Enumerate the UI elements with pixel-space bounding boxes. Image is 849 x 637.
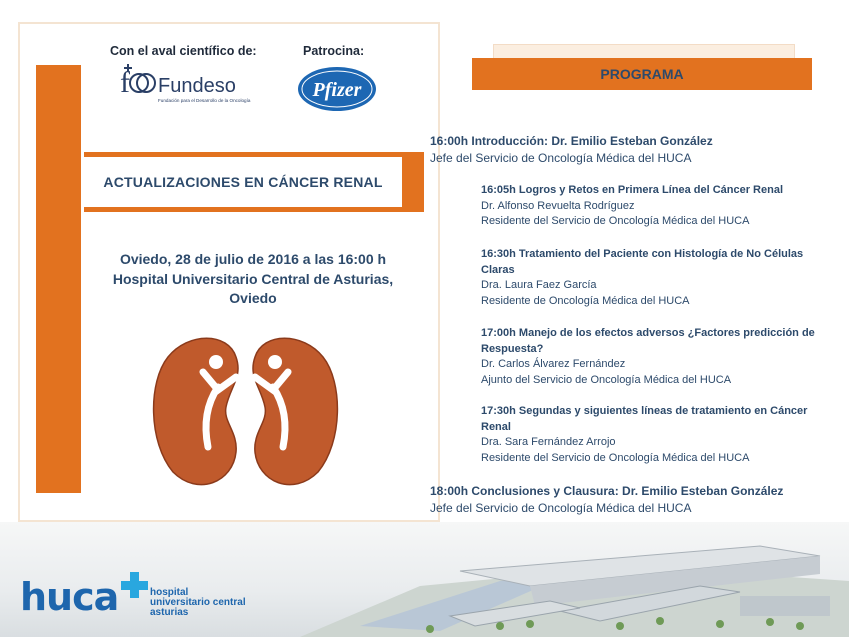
aval-label: Con el aval científico de: bbox=[110, 44, 257, 58]
talk-4-title-1: 17:30h Segundas y siguientes líneas de tratamiento en Cáncer bbox=[481, 405, 808, 417]
talk-1 bbox=[481, 183, 821, 230]
program-header bbox=[472, 58, 812, 90]
talk-2-speaker: Dra. Laura Faez García bbox=[481, 279, 597, 291]
huca-logo-word: huca bbox=[20, 575, 119, 619]
program-closing bbox=[430, 483, 830, 517]
talk-1-title: 16:05h Logros y Retos en Primera Línea del Cáncer Renal bbox=[481, 184, 783, 196]
kidneys-illustration bbox=[148, 332, 343, 492]
event-date: Oviedo, 28 de julio de 2016 a las 16:00 h bbox=[119, 251, 387, 267]
talk-4-title-2: Renal bbox=[481, 420, 511, 433]
talk-4-speaker: Dra. Sara Fernández Arrojo bbox=[481, 436, 616, 448]
closing-title: 18:00h Conclusiones y Clausura: Dr. Emilio Esteban González bbox=[430, 484, 784, 498]
fundeso-symbol-icon bbox=[120, 64, 155, 99]
talk-4 bbox=[481, 404, 821, 466]
closing-role: Jefe del Servicio de Oncología Médica del HUCA bbox=[430, 501, 692, 515]
program-intro bbox=[430, 133, 830, 167]
talk-2-title-2: Claras bbox=[481, 263, 515, 276]
talk-3-speaker: Dr. Carlos Álvarez Fernández bbox=[481, 358, 626, 370]
talk-3-role: Ajunto del Servicio de Oncología Médica del HUCA bbox=[481, 373, 732, 386]
title-box bbox=[84, 157, 402, 207]
talk-2-role: Residente de Oncología Médica del HUCA bbox=[481, 294, 690, 307]
talk-3 bbox=[481, 326, 821, 388]
event-city: Oviedo bbox=[229, 290, 277, 306]
talk-2 bbox=[481, 247, 821, 309]
left-orange-bar bbox=[36, 65, 81, 493]
event-info bbox=[98, 250, 408, 309]
hospital-building-image bbox=[300, 526, 849, 637]
huca-line-1: hospital bbox=[150, 587, 189, 598]
svg-text:f: f bbox=[120, 66, 130, 99]
event-venue: Hospital Universitario Central de Asturias, bbox=[112, 270, 394, 287]
event-title: ACTUALIZACIONES EN CÁNCER RENAL bbox=[103, 174, 383, 190]
talk-1-speaker: Dr. Alfonso Revuelta Rodríguez bbox=[481, 199, 635, 212]
fundeso-tagline: Fundación para el Desarrollo de la Oncología bbox=[158, 98, 251, 103]
talk-2-title-1: 16:30h Tratamiento del Paciente con Histología de No Células bbox=[481, 248, 804, 260]
intro-title: 16:00h Introducción: Dr. Emilio Esteban González bbox=[430, 134, 713, 148]
talk-1-role: Residente del Servicio de Oncología Médica del HUCA bbox=[481, 215, 750, 227]
fundeso-name: Fundeso bbox=[158, 75, 236, 97]
huca-plus-icon bbox=[118, 570, 152, 600]
program-header-text: PROGRAMA bbox=[600, 66, 684, 82]
huca-logo-text bbox=[150, 588, 246, 618]
talk-3-title-1: 17:00h Manejo de los efectos adversos ¿Factores predicción de bbox=[481, 327, 815, 339]
talk-3-title-2: Respuesta? bbox=[481, 342, 544, 355]
patrocina-label: Patrocina: bbox=[303, 44, 365, 58]
intro-role: Jefe del Servicio de Oncología Médica del HUCA bbox=[430, 151, 692, 165]
pfizer-logo bbox=[296, 64, 378, 114]
fundeso-logo bbox=[118, 58, 258, 108]
huca-line-2: universitario central bbox=[150, 597, 246, 608]
pfizer-name: Pfizer bbox=[312, 79, 362, 101]
talk-4-role: Residente del Servicio de Oncología Médica del HUCA bbox=[481, 451, 750, 464]
huca-line-3: asturias bbox=[150, 607, 189, 618]
